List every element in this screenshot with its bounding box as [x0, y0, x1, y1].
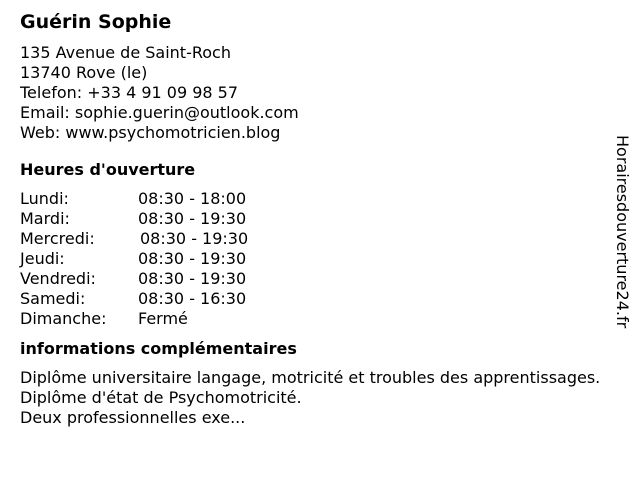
hours-value: 08:30 - 18:00 [138, 189, 247, 208]
info-line: Diplôme d'état de Psychomotricité. [20, 388, 302, 407]
info-line: Deux professionnelles exe... [20, 408, 246, 427]
email: Email: sophie.guerin@outlook.com [20, 103, 299, 122]
hours-row-samedi [20, 289, 614, 309]
day-label: Vendredi: [20, 269, 96, 288]
day-label: Mercredi: [20, 229, 95, 248]
hours-value: 08:30 - 19:30 [138, 269, 247, 288]
hours-row-dimanche [20, 309, 614, 329]
address-line-2: 13740 Rove (le) [20, 63, 148, 82]
website: Web: www.psychomotricien.blog [20, 123, 281, 142]
hours-row-lundi [20, 189, 614, 209]
day-label: Lundi: [20, 189, 69, 208]
hours-value: Fermé [138, 309, 188, 328]
info-line: Diplôme universitaire langage, motricité et troubles des apprentissages. [20, 368, 601, 387]
opening-hours-table [20, 189, 614, 329]
hours-row-jeudi [20, 249, 614, 269]
business-name: Guérin Sophie [20, 11, 172, 33]
phone: Telefon: +33 4 91 09 98 57 [20, 83, 239, 102]
site-watermark: Horairesdouverture24.fr [613, 135, 632, 329]
day-label: Mardi: [20, 209, 70, 228]
address-line-1: 135 Avenue de Saint-Roch [20, 43, 231, 62]
day-label: Samedi: [20, 289, 86, 308]
hours-value: 08:30 - 19:30 [138, 249, 247, 268]
day-label: Jeudi: [20, 249, 65, 268]
day-label: Dimanche: [20, 309, 107, 328]
hours-row-vendredi [20, 269, 614, 289]
hours-value: 08:30 - 16:30 [138, 289, 247, 308]
additional-info [20, 368, 614, 428]
hours-value: 08:30 - 19:30 [138, 209, 247, 228]
hours-row-mardi [20, 209, 614, 229]
hours-value: 08:30 - 19:30 [140, 229, 249, 248]
opening-hours-title: Heures d'ouverture [20, 160, 196, 179]
business-card [20, 10, 614, 428]
additional-info-title: informations complémentaires [20, 339, 297, 358]
hours-row-mercredi [20, 229, 614, 249]
